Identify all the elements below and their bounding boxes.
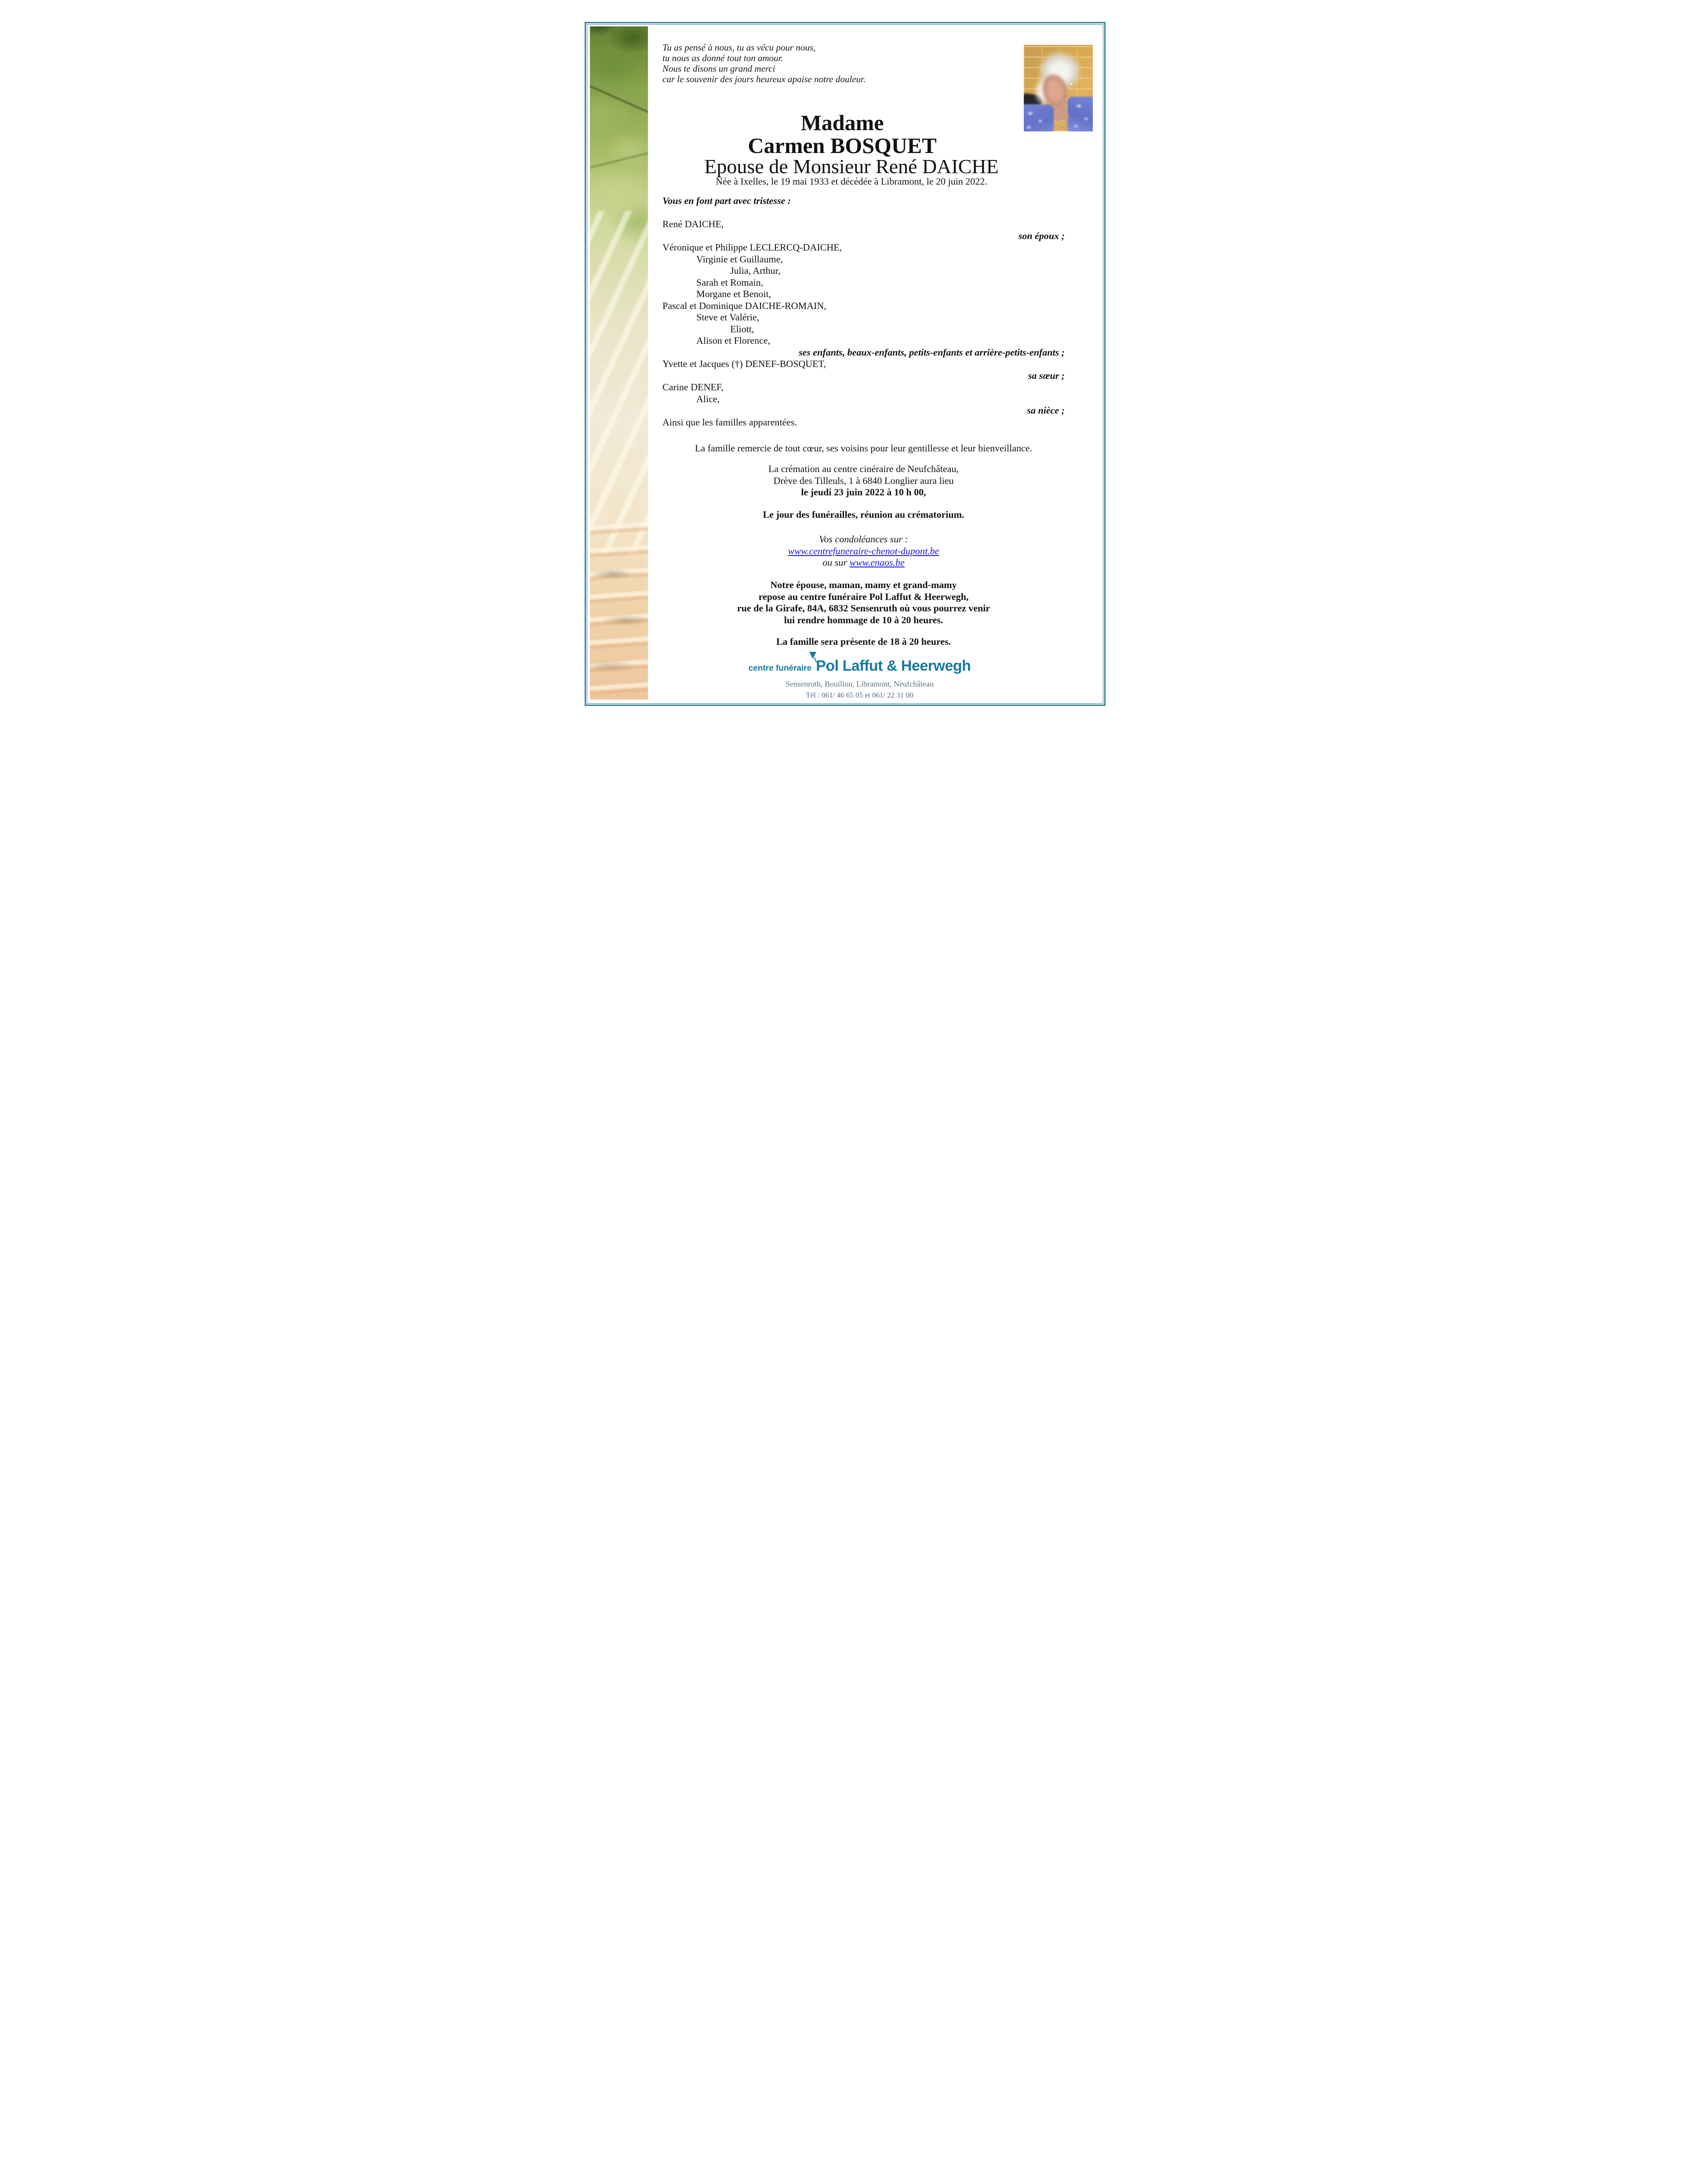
families-line: Ainsi que les familles apparentées.	[662, 416, 797, 428]
deceased-name: Carmen BOSQUET	[748, 133, 937, 158]
thanks-paragraph: La famille remercie de tout cœur, ses voisins pour leur gentillesse et leur bienveillance.	[695, 443, 1032, 454]
quote-line: tu nous as donné tout ton amour.	[662, 53, 783, 63]
family-line: Julia, Arthur,	[730, 265, 781, 276]
cremation-line: La crémation au centre cinéraire de Neufchâteau,	[768, 463, 959, 474]
repose-line: Notre épouse, maman, mamy et grand-mamy	[770, 579, 957, 590]
repose-line: lui rendre hommage de 10 à 20 heures.	[784, 614, 943, 625]
condolences-intro: Vos condoléances sur :	[819, 534, 908, 545]
sunlit-path-art	[590, 519, 648, 700]
blouse-art	[1067, 97, 1093, 131]
obituary-page	[563, 0, 1125, 728]
spacer	[662, 207, 1065, 219]
family-presence-line: La famille sera présente de 18 à 20 heures.	[776, 636, 951, 647]
condolences-link-enaos[interactable]: www.enaos.be	[849, 557, 905, 568]
repose-line: repose au centre funéraire Pol Laffut & Heerwegh,	[758, 591, 969, 602]
funeral-home-phone: Tél : 061/ 46 65 05 et 061/ 22 31 00	[806, 691, 913, 699]
birth-death-line: Née à Ixelles, le 19 mai 1933 et décédée à Libramont, le 20 juin 2022.	[716, 176, 987, 187]
family-line: Virginie et Guillaume,	[696, 253, 783, 265]
family-line: Yvette et Jacques (†) DENEF-BOSQUET,	[662, 358, 826, 369]
family-line: Alice,	[696, 393, 720, 404]
condolences-between: ou sur	[822, 557, 850, 568]
funeral-day-line: Le jour des funérailles, réunion au crématorium.	[763, 509, 964, 520]
funeral-home-logo	[662, 658, 1065, 675]
family-line: René DAICHE,	[662, 218, 724, 229]
quote-line: Nous te disons un grand merci	[662, 63, 775, 74]
condolences-block	[662, 534, 1065, 569]
earring-art	[1070, 83, 1072, 85]
family-line: Alison et Florence,	[696, 335, 771, 346]
family-line: Véronique et Philippe LECLERCQ-DAICHE,	[662, 242, 842, 253]
cremation-datetime: le jeudi 23 juin 2022 à 10 h 00,	[801, 487, 926, 498]
repose-line: rue de la Girafe, 84A, 6832 Sensenruth où vous pourrez venir	[737, 603, 990, 614]
relation-label: sa sœur ;	[1028, 370, 1065, 381]
title-madame: Madame	[800, 110, 884, 135]
spouse-line: Epouse de Monsieur René DAICHE	[704, 155, 999, 178]
quote-line: car le souvenir des jours heureux apaise notre douleur.	[662, 74, 866, 84]
announcement-intro: Vous en font part avec tristesse :	[662, 195, 791, 206]
condolences-link-primary[interactable]: www.centrefuneraire-chenot-dupont.be	[788, 545, 939, 556]
funeral-home-locations: Sensenruth, Bouillon, Libramont, Neufchâteau	[786, 680, 934, 688]
repose-block	[662, 579, 1065, 626]
header	[662, 111, 1065, 187]
family-line: Steve et Valérie,	[696, 312, 760, 323]
family-line: Pascal et Dominique DAICHE-ROMAIN,	[662, 300, 826, 311]
quote-line: Tu as pensé à nous, tu as vécu pour nous,	[662, 42, 816, 53]
brand-name-label: Pol Laffut & Heerwegh	[816, 658, 971, 674]
family-list	[662, 195, 1065, 428]
brand-prefix-label: centre funéraire	[748, 664, 812, 673]
memorial-quote	[662, 42, 944, 84]
relation-label: son époux ;	[1018, 230, 1065, 241]
cremation-line: Drève des Tilleuls, 1 à 6840 Longlier aura lieu	[773, 475, 954, 486]
relation-label: ses enfants, beaux-enfants, petits-enfants et arrière-petits-enfants ;	[799, 346, 1065, 358]
forest-path-photo	[590, 26, 648, 700]
sunbeam-art	[590, 211, 648, 554]
relation-label: sa nièce ;	[1027, 405, 1065, 416]
family-line: Sarah et Romain,	[696, 276, 764, 288]
cremation-info	[662, 463, 1065, 498]
family-line: Eliott,	[730, 323, 754, 334]
family-line: Morgane et Benoit,	[696, 288, 771, 299]
family-line: Carine DENEF,	[662, 382, 724, 392]
